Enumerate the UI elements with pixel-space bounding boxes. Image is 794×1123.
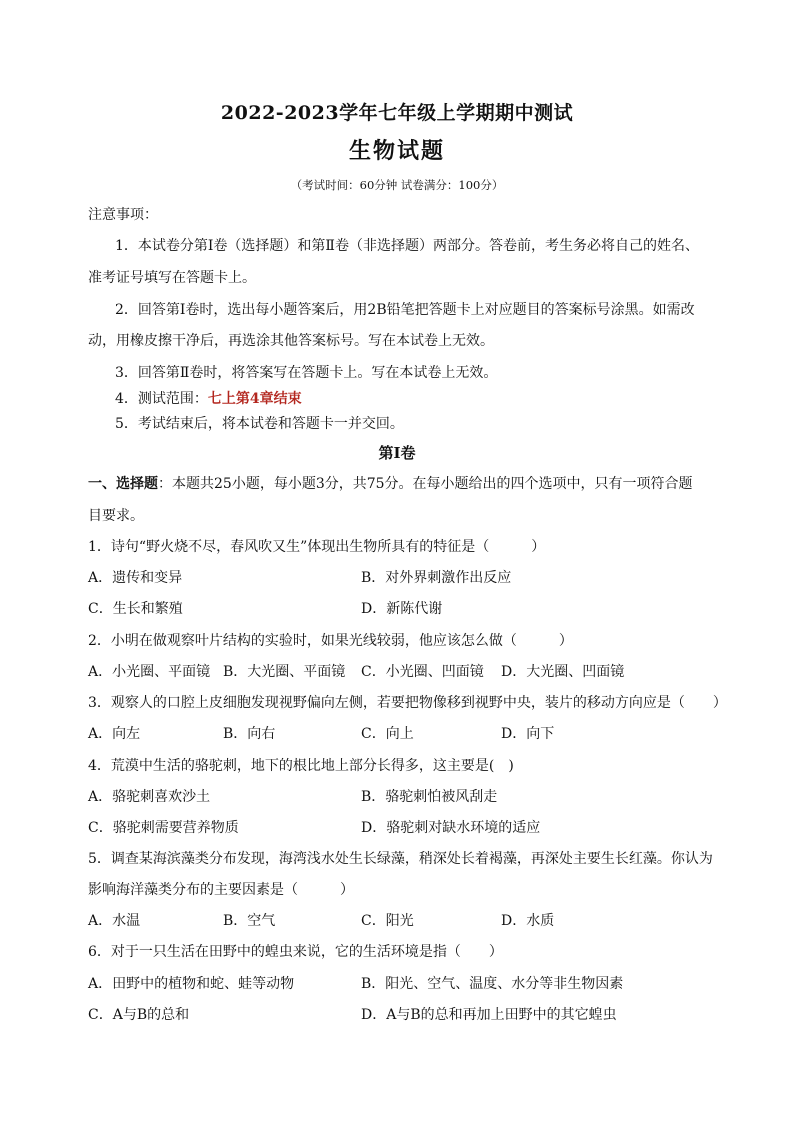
question-5-stem-line-1: 5．调查某海滨藻类分布发现，海湾浅水处生长绿藻，稍深处长着褐藻，再深处主要生长红藻。你认为 xyxy=(88,851,713,867)
notice-item-5: 5．考试结束后，将本试卷和答题卡一并交回。 xyxy=(115,416,404,432)
part-intro-line-1 xyxy=(88,474,708,494)
question-6-option-b[interactable]: B．阳光、空气、温度、水分等非生物因素 xyxy=(361,976,624,992)
question-5-option-d[interactable]: D．水质 xyxy=(501,913,555,929)
question-1-option-b[interactable]: B．对外界刺激作出反应 xyxy=(361,570,512,586)
part-label: 一、选择题 xyxy=(88,476,158,492)
question-3-option-c[interactable]: C．向上 xyxy=(361,726,414,742)
question-5-option-c[interactable]: C．阳光 xyxy=(361,913,414,929)
scope-label: 4．测试范围： xyxy=(115,391,208,407)
question-2-option-d[interactable]: D．大光圈、凹面镜 xyxy=(501,664,625,680)
exam-info: （考试时间：60分钟 试卷满分：100分） xyxy=(290,178,504,192)
question-4-option-b[interactable]: B．骆驼刺怕被风刮走 xyxy=(361,789,498,805)
part-intro-line-2: 目要求。 xyxy=(88,508,144,524)
page-title: 2022-2023学年七年级上学期期中测试 xyxy=(220,102,574,124)
notice-item-2-line-1: 2．回答第Ⅰ卷时，选出每小题答案后，用2B铅笔把答题卡上对应题目的答案标号涂黑。如需改 xyxy=(115,302,695,318)
question-1-stem: 1．诗句“野火烧不尽，春风吹又生”体现出生物所具有的特征是（ ） xyxy=(88,539,546,555)
question-1-option-a[interactable]: A．遗传和变异 xyxy=(88,570,183,586)
question-3-option-a[interactable]: A．向左 xyxy=(88,726,141,742)
section-title: 第Ⅰ卷 xyxy=(378,444,416,462)
question-3-option-b[interactable]: B．向右 xyxy=(223,726,276,742)
notice-heading: 注意事项： xyxy=(88,207,158,223)
question-5-option-a[interactable]: A．水温 xyxy=(88,913,141,929)
question-1-option-d[interactable]: D．新陈代谢 xyxy=(361,601,443,617)
question-2-stem: 2．小明在做观察叶片结构的实验时，如果光线较弱，他应该怎么做（ ） xyxy=(88,633,573,649)
notice-item-1-line-2: 准考证号填写在答题卡上。 xyxy=(88,270,256,286)
question-2-option-c[interactable]: C．小光圈、凹面镜 xyxy=(361,664,484,680)
question-6-option-d[interactable]: D．A与B的总和再加上田野中的其它蝗虫 xyxy=(361,1007,617,1023)
part-text: ：本题共25小题，每小题3分，共75分。在每小题给出的四个选项中，只有一项符合题 xyxy=(158,476,693,492)
notice-item-3: 3．回答第Ⅱ卷时，将答案写在答题卡上。写在本试卷上无效。 xyxy=(115,365,498,381)
question-6-option-c[interactable]: C．A与B的总和 xyxy=(88,1007,190,1023)
question-4-stem: 4．荒漠中生活的骆驼刺，地下的根比地上部分长得多，这主要是( ) xyxy=(88,758,514,774)
question-3-stem: 3．观察人的口腔上皮细胞发现视野偏向左侧，若要把物像移到视野中央，装片的移动方向应是（ ） xyxy=(88,695,727,711)
question-6-stem: 6．对于一只生活在田野中的蝗虫来说，它的生活环境是指（ ） xyxy=(88,944,503,960)
subject-title: 生物试题 xyxy=(348,138,445,164)
question-2-option-b[interactable]: B．大光圈、平面镜 xyxy=(223,664,346,680)
scope-value: 七上第4章结束 xyxy=(207,391,302,407)
question-3-option-d[interactable]: D．向下 xyxy=(501,726,555,742)
question-4-option-a[interactable]: A．骆驼刺喜欢沙土 xyxy=(88,789,211,805)
question-6-option-a[interactable]: A．田野中的植物和蛇、蛙等动物 xyxy=(88,976,295,992)
question-2-option-a[interactable]: A．小光圈、平面镜 xyxy=(88,664,211,680)
question-4-option-d[interactable]: D．骆驼刺对缺水环境的适应 xyxy=(361,820,541,836)
notice-item-4 xyxy=(115,389,735,409)
notice-item-1-line-1: 1．本试卷分第Ⅰ卷（选择题）和第Ⅱ卷（非选择题）两部分。答卷前，考生务必将自己的姓名、 xyxy=(115,238,699,254)
notice-item-2-line-2: 动，用橡皮擦干净后，再选涂其他答案标号。写在本试卷上无效。 xyxy=(88,333,494,349)
question-1-option-c[interactable]: C．生长和繁殖 xyxy=(88,601,183,617)
question-5-stem-line-2: 影响海洋藻类分布的主要因素是（ ） xyxy=(88,882,354,898)
question-5-option-b[interactable]: B．空气 xyxy=(223,913,276,929)
question-4-option-c[interactable]: C．骆驼刺需要营养物质 xyxy=(88,820,239,836)
